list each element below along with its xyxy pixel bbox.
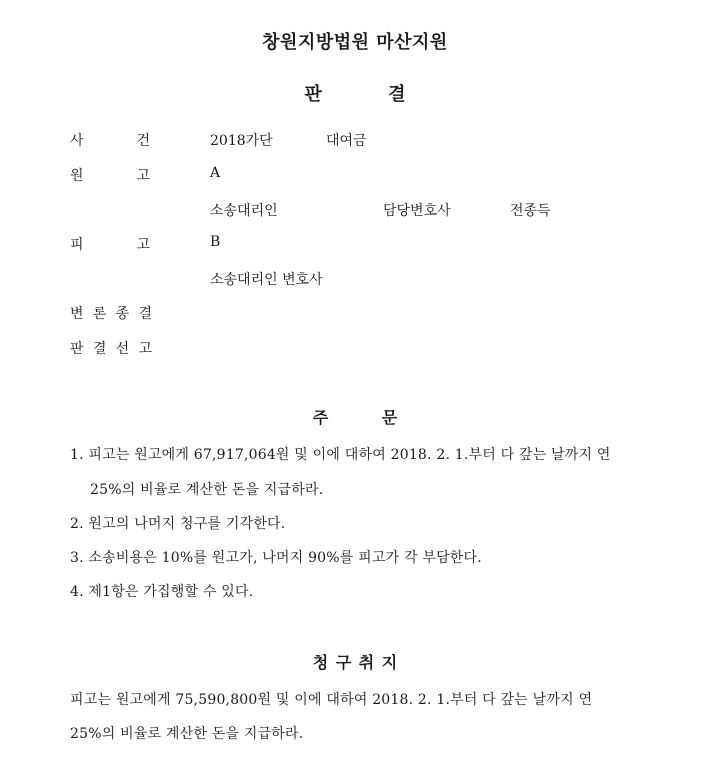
- plaintiff-lawyer-title: 담당변호사: [383, 203, 451, 219]
- order-item-continued: 25%의 비율로 계산한 돈을 지급하라.: [90, 482, 324, 498]
- defendant-name: B: [210, 234, 221, 250]
- plaintiff-label: 원 고: [70, 168, 150, 184]
- case-label: 사 건: [70, 133, 150, 149]
- claim-line: 피고는 원고에게 75,590,800원 및 이에 대하여 2018. 2. 1.부터 다 갚는 날까지 연: [70, 692, 593, 708]
- order-title: 주 문: [312, 408, 398, 427]
- order-item: 1. 피고는 원고에게 67,917,064원 및 이에 대하여 2018. 2. 1.부터 다 갚는 날까지 연: [70, 447, 611, 463]
- defendant-label: 피 고: [70, 237, 150, 253]
- hearing-end-label: 변 론 종 결: [70, 306, 152, 322]
- case-number: 2018가단: [210, 133, 273, 149]
- plaintiff-name: A: [210, 165, 221, 181]
- case-type: 대여금: [326, 133, 367, 149]
- order-item: 4. 제1항은 가집행할 수 있다.: [70, 584, 254, 600]
- claim-line: 25%의 비율로 계산한 돈을 지급하라.: [70, 726, 304, 742]
- claim-title: 청 구 취 지: [312, 653, 398, 672]
- court-name: 창원지방법원 마산지원: [262, 32, 448, 53]
- document-title: 판 결: [304, 84, 406, 105]
- plaintiff-representative: 소송대리인: [210, 203, 278, 219]
- plaintiff-lawyer-name: 전종득: [510, 203, 551, 219]
- judgment-date-label: 판 결 선 고: [70, 341, 152, 357]
- defendant-representative: 소송대리인 변호사: [210, 272, 323, 288]
- order-item: 2. 원고의 나머지 청구를 기각한다.: [70, 516, 286, 532]
- order-item: 3. 소송비용은 10%를 원고가, 나머지 90%를 피고가 각 부담한다.: [70, 550, 482, 566]
